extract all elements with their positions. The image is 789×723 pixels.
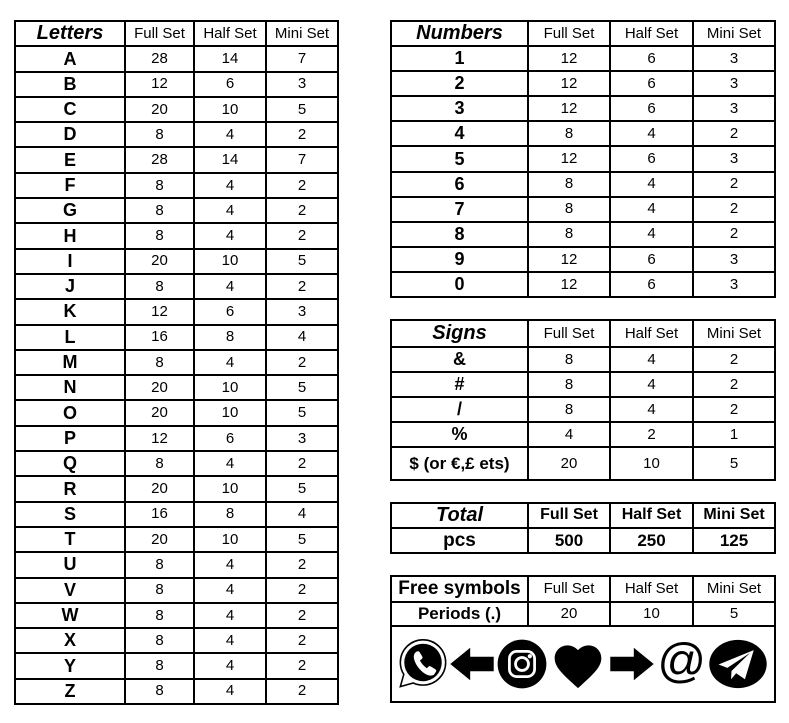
row-value: 10 [194, 527, 266, 552]
row-value: 20 [528, 602, 610, 626]
free-symbols-header-row [391, 576, 775, 602]
row-value: 3 [266, 426, 338, 451]
table-row [15, 325, 338, 350]
row-value: 2 [693, 197, 775, 222]
free-symbols-table [390, 575, 776, 703]
row-value: 14 [194, 46, 266, 71]
table-row [15, 173, 338, 198]
row-value: 5 [266, 375, 338, 400]
table-row [391, 528, 775, 553]
row-value: 10 [194, 476, 266, 501]
signs-header-row [391, 320, 775, 347]
column-header-mini-set: Mini Set [266, 21, 338, 46]
row-value: 12 [528, 46, 610, 71]
row-value: 4 [194, 223, 266, 248]
row-value: 5 [266, 527, 338, 552]
row-label: 1 [391, 46, 528, 71]
row-value: 8 [528, 372, 610, 397]
row-value: 4 [266, 502, 338, 527]
row-value: 6 [194, 72, 266, 97]
table-row [15, 578, 338, 603]
row-label: 3 [391, 96, 528, 121]
row-value: 12 [528, 71, 610, 96]
table-row [391, 121, 775, 146]
table-row [15, 97, 338, 122]
row-value: 6 [194, 426, 266, 451]
row-label: 9 [391, 247, 528, 272]
row-value: 3 [693, 247, 775, 272]
row-label: Y [15, 653, 125, 678]
instagram-icon [496, 638, 548, 690]
row-value: 12 [528, 247, 610, 272]
row-value: 4 [194, 628, 266, 653]
row-label: N [15, 375, 125, 400]
row-value: 12 [125, 299, 194, 324]
table-row [15, 46, 338, 71]
row-value: 20 [125, 249, 194, 274]
row-label: & [391, 347, 528, 372]
row-value: 5 [693, 447, 775, 480]
table-row [15, 122, 338, 147]
row-label: B [15, 72, 125, 97]
table-row [15, 350, 338, 375]
row-value: 20 [125, 400, 194, 425]
row-value: 8 [125, 173, 194, 198]
column-header-full-set: Full Set [125, 21, 194, 46]
row-value: 6 [610, 96, 693, 121]
icons-strip [392, 627, 774, 701]
row-label: T [15, 527, 125, 552]
row-value: 8 [125, 274, 194, 299]
table-row [391, 222, 775, 247]
row-value: 8 [194, 502, 266, 527]
row-value: 4 [610, 172, 693, 197]
row-value: 4 [194, 679, 266, 704]
row-label: H [15, 223, 125, 248]
signs-title: Signs [391, 320, 528, 347]
row-label: U [15, 552, 125, 577]
row-value: 5 [266, 400, 338, 425]
total-header-row [391, 503, 775, 528]
row-value: 4 [610, 372, 693, 397]
row-value: 2 [693, 172, 775, 197]
row-value: 20 [125, 97, 194, 122]
row-label: W [15, 603, 125, 628]
row-value: 5 [266, 249, 338, 274]
row-value: 4 [610, 347, 693, 372]
free-symbols-title: Free symbols [391, 576, 528, 602]
row-value: 250 [610, 528, 693, 553]
row-value: 8 [528, 197, 610, 222]
at-sign-icon: @ [657, 635, 707, 688]
row-label: I [15, 249, 125, 274]
row-value: 10 [610, 447, 693, 480]
free-symbols-icons-row [391, 626, 775, 702]
row-value: 3 [693, 272, 775, 297]
row-label: % [391, 422, 528, 447]
row-value: 8 [125, 223, 194, 248]
row-value: 6 [610, 46, 693, 71]
row-value: 8 [125, 122, 194, 147]
row-value: 4 [194, 350, 266, 375]
table-row [391, 172, 775, 197]
row-label: X [15, 628, 125, 653]
table-row [15, 223, 338, 248]
row-value: 2 [266, 578, 338, 603]
table-row [15, 426, 338, 451]
table-row [391, 96, 775, 121]
row-value: 10 [610, 602, 693, 626]
column-header-mini-set: Mini Set [693, 21, 775, 46]
table-row [15, 603, 338, 628]
row-value: 8 [528, 172, 610, 197]
row-value: 2 [693, 372, 775, 397]
row-label: pcs [391, 528, 528, 553]
row-label: M [15, 350, 125, 375]
total-title: Total [391, 503, 528, 528]
row-label: D [15, 122, 125, 147]
row-value: 14 [194, 147, 266, 172]
row-value: 5 [266, 476, 338, 501]
row-value: 5 [266, 97, 338, 122]
numbers-title: Numbers [391, 21, 528, 46]
table-row [15, 375, 338, 400]
table-row [391, 447, 775, 480]
row-value: 28 [125, 46, 194, 71]
row-value: 3 [266, 299, 338, 324]
row-value: 2 [693, 222, 775, 247]
row-value: 4 [610, 121, 693, 146]
row-value: 2 [266, 198, 338, 223]
row-value: 12 [528, 146, 610, 171]
arrow-left-icon [450, 645, 494, 683]
row-label: Z [15, 679, 125, 704]
row-label: A [15, 46, 125, 71]
table-row [391, 197, 775, 222]
column-header-mini-set: Mini Set [693, 320, 775, 347]
table-row [15, 628, 338, 653]
row-value: 4 [610, 397, 693, 422]
row-value: 6 [610, 71, 693, 96]
row-value: 2 [266, 552, 338, 577]
row-value: 2 [266, 451, 338, 476]
row-value: 20 [125, 527, 194, 552]
row-value: 28 [125, 147, 194, 172]
table-row [15, 274, 338, 299]
table-row [391, 602, 775, 626]
row-value: 20 [528, 447, 610, 480]
table-row [15, 198, 338, 223]
row-value: 4 [194, 653, 266, 678]
row-value: 2 [266, 223, 338, 248]
row-label: E [15, 147, 125, 172]
row-value: 4 [266, 325, 338, 350]
table-row [391, 372, 775, 397]
row-value: 2 [266, 653, 338, 678]
whatsapp-icon [398, 638, 448, 690]
column-header-full-set: Full Set [528, 576, 610, 602]
table-row [15, 299, 338, 324]
row-value: 2 [610, 422, 693, 447]
row-value: 16 [125, 325, 194, 350]
row-value: 8 [528, 222, 610, 247]
row-label: 2 [391, 71, 528, 96]
total-table [390, 502, 776, 554]
row-value: 125 [693, 528, 775, 553]
row-value: 20 [125, 476, 194, 501]
row-value: 5 [693, 602, 775, 626]
row-value: 4 [610, 222, 693, 247]
table-row [15, 653, 338, 678]
row-value: 8 [125, 653, 194, 678]
column-header-half-set: Half Set [610, 21, 693, 46]
row-label: K [15, 299, 125, 324]
row-value: 8 [125, 603, 194, 628]
row-value: 4 [194, 578, 266, 603]
row-value: 12 [528, 96, 610, 121]
row-value: 16 [125, 502, 194, 527]
row-label: # [391, 372, 528, 397]
row-value: 2 [266, 679, 338, 704]
table-row [15, 72, 338, 97]
table-row [391, 46, 775, 71]
letters-title: Letters [15, 21, 125, 46]
row-value: 3 [693, 146, 775, 171]
table-row [15, 249, 338, 274]
row-label: O [15, 400, 125, 425]
table-row [15, 147, 338, 172]
row-label: Q [15, 451, 125, 476]
row-label: L [15, 325, 125, 350]
table-row [15, 476, 338, 501]
row-label: $ (or €,£ ets) [391, 447, 528, 480]
row-value: 8 [528, 397, 610, 422]
row-value: 4 [610, 197, 693, 222]
row-label: 8 [391, 222, 528, 247]
row-label: 6 [391, 172, 528, 197]
row-value: 3 [693, 71, 775, 96]
icons-cell [391, 626, 775, 702]
row-label: C [15, 97, 125, 122]
row-label: V [15, 578, 125, 603]
row-value: 8 [125, 350, 194, 375]
column-header-half-set: Half Set [610, 503, 693, 528]
row-value: 8 [528, 347, 610, 372]
row-value: 8 [125, 679, 194, 704]
row-value: 10 [194, 400, 266, 425]
row-value: 500 [528, 528, 610, 553]
column-header-full-set: Full Set [528, 320, 610, 347]
row-value: 6 [610, 247, 693, 272]
row-value: 7 [266, 147, 338, 172]
row-value: 2 [266, 173, 338, 198]
table-row [15, 527, 338, 552]
row-value: 4 [194, 198, 266, 223]
row-label: G [15, 198, 125, 223]
row-value: 8 [125, 628, 194, 653]
arrow-right-icon [608, 645, 656, 683]
numbers-header-row [391, 21, 775, 46]
row-value: 1 [693, 422, 775, 447]
row-value: 2 [266, 122, 338, 147]
row-label: 0 [391, 272, 528, 297]
column-header-mini-set: Mini Set [693, 503, 775, 528]
row-value: 12 [528, 272, 610, 297]
row-value: 8 [125, 578, 194, 603]
column-header-half-set: Half Set [194, 21, 266, 46]
row-value: 4 [194, 603, 266, 628]
row-value: 6 [610, 146, 693, 171]
row-label: Periods (.) [391, 602, 528, 626]
row-value: 2 [266, 603, 338, 628]
letters-header-row [15, 21, 338, 46]
table-row [15, 400, 338, 425]
row-value: 20 [125, 375, 194, 400]
row-value: 6 [610, 272, 693, 297]
row-value: 10 [194, 249, 266, 274]
signs-table [390, 319, 776, 481]
table-row [15, 552, 338, 577]
table-row [391, 422, 775, 447]
table-row [391, 347, 775, 372]
column-header-mini-set: Mini Set [693, 576, 775, 602]
row-value: 12 [125, 72, 194, 97]
table-row [15, 679, 338, 704]
row-label: 7 [391, 197, 528, 222]
row-value: 8 [528, 121, 610, 146]
table-row [391, 397, 775, 422]
row-value: 8 [194, 325, 266, 350]
numbers-table [390, 20, 776, 298]
row-value: 3 [693, 96, 775, 121]
row-value: 2 [693, 347, 775, 372]
column-header-full-set: Full Set [528, 503, 610, 528]
telegram-icon [708, 639, 768, 689]
row-value: 2 [693, 397, 775, 422]
row-label: / [391, 397, 528, 422]
table-row [15, 451, 338, 476]
column-header-half-set: Half Set [610, 576, 693, 602]
table-row [391, 247, 775, 272]
row-value: 4 [194, 173, 266, 198]
row-value: 2 [266, 274, 338, 299]
row-value: 10 [194, 97, 266, 122]
row-label: F [15, 173, 125, 198]
table-row [391, 71, 775, 96]
letters-table [14, 20, 339, 705]
table-row [391, 146, 775, 171]
row-value: 4 [528, 422, 610, 447]
table-row [391, 272, 775, 297]
row-value: 12 [125, 426, 194, 451]
row-value: 8 [125, 451, 194, 476]
row-value: 2 [693, 121, 775, 146]
row-value: 3 [693, 46, 775, 71]
column-header-half-set: Half Set [610, 320, 693, 347]
row-label: R [15, 476, 125, 501]
heart-icon [550, 638, 606, 690]
row-value: 4 [194, 274, 266, 299]
row-value: 2 [266, 628, 338, 653]
row-label: J [15, 274, 125, 299]
table-row [15, 502, 338, 527]
row-value: 2 [266, 350, 338, 375]
row-value: 8 [125, 552, 194, 577]
row-label: S [15, 502, 125, 527]
row-value: 3 [266, 72, 338, 97]
row-label: 5 [391, 146, 528, 171]
row-value: 4 [194, 451, 266, 476]
row-value: 4 [194, 552, 266, 577]
row-value: 8 [125, 198, 194, 223]
row-value: 10 [194, 375, 266, 400]
column-header-full-set: Full Set [528, 21, 610, 46]
row-value: 4 [194, 122, 266, 147]
row-label: P [15, 426, 125, 451]
row-value: 7 [266, 46, 338, 71]
row-label: 4 [391, 121, 528, 146]
row-value: 6 [194, 299, 266, 324]
